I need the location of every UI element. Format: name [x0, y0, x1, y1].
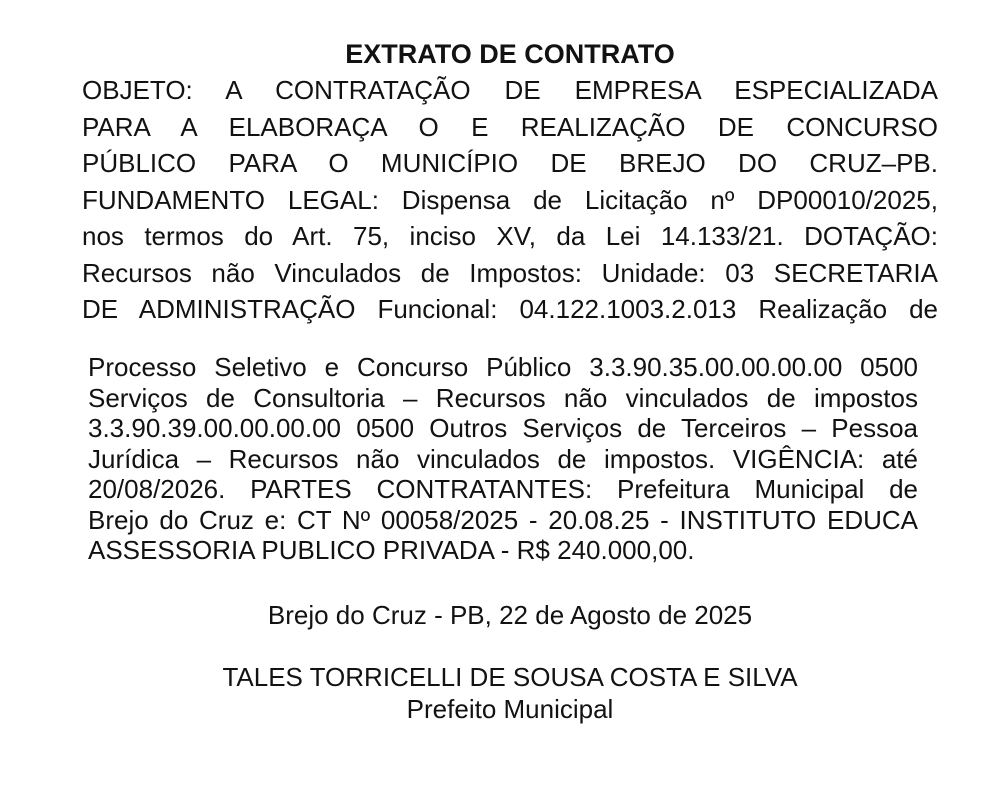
contract-line: FUNDAMENTO LEGAL: Dispensa de Licitação nº DP00010/2025, — [82, 184, 938, 215]
contract-line: 3.3.90.39.00.00.00.00 0500 Outros Serviços de Terceiros – Pessoa — [88, 413, 918, 443]
contract-line: PÚBLICO PARA O MUNICÍPIO DE BREJO DO CRUZ–PB. — [82, 148, 938, 178]
contract-line: ASSESSORIA PUBLICO PRIVADA - R$ 240.000,00. — [88, 535, 695, 565]
signatory-name: TALES TORRICELLI DE SOUSA COSTA E SILVA — [222, 662, 798, 692]
contract-line: OBJETO: A CONTRATAÇÃO DE EMPRESA ESPECIALIZADA — [82, 75, 938, 105]
contract-line: Brejo do Cruz e: CT Nº 00058/2025 - 20.08.25 - INSTITUTO EDUCA — [88, 504, 918, 535]
contract-line: Jurídica – Recursos não vinculados de impostos. VIGÊNCIA: até — [88, 443, 918, 474]
contract-paragraph-1 — [82, 72, 938, 328]
date-line: Brejo do Cruz - PB, 22 de Agosto de 2025 — [267, 600, 753, 630]
contract-line: Processo Seletivo e Concurso Público 3.3.90.35.00.00.00.00 0500 — [88, 352, 918, 382]
contract-line: nos termos do Art. 75, inciso XV, da Lei 14.133/21. DOTAÇÃO: — [82, 221, 938, 251]
contract-paragraph-2 — [88, 352, 918, 566]
signature-block — [82, 661, 938, 725]
contract-line: DE ADMINISTRAÇÃO Funcional: 04.122.1003.2.013 Realização de — [82, 294, 938, 324]
contract-line: PARA A ELABORAÇA O E REALIZAÇÃO DE CONCURSO — [82, 111, 938, 142]
signatory-role: Prefeito Municipal — [406, 694, 614, 724]
document-title: EXTRATO DE CONTRATO — [345, 39, 675, 69]
contract-line: Recursos não Vinculados de Impostos: Unidade: 03 SECRETARIA — [82, 257, 938, 288]
contract-line: Serviços de Consultoria – Recursos não vinculados de impostos — [88, 382, 918, 413]
contract-line: 20/08/2026. PARTES CONTRATANTES: Prefeitura Municipal de — [88, 474, 918, 504]
